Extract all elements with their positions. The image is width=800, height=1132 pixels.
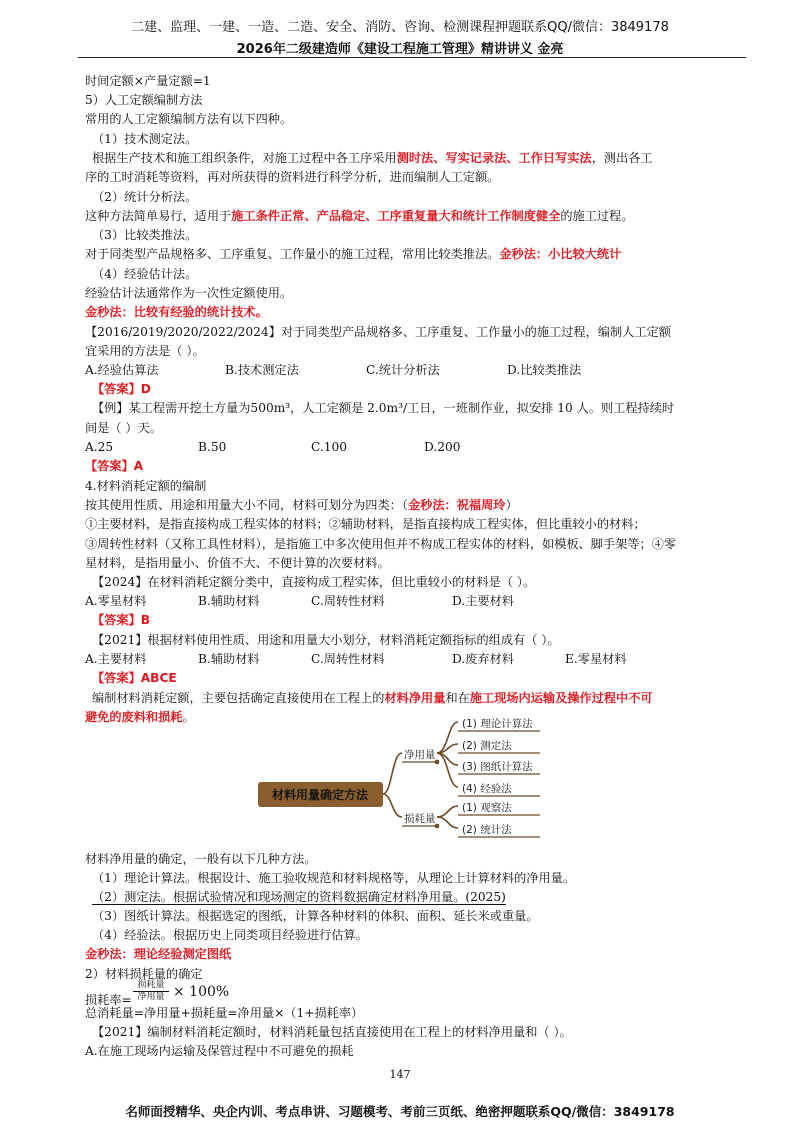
option: D.200 (424, 440, 461, 454)
option: A.25 (85, 440, 114, 454)
option: B.辅助材料 (198, 652, 260, 666)
option: C.100 (311, 440, 348, 454)
answer-label: 【答案】 (85, 459, 134, 473)
mindmap-connector (437, 817, 458, 828)
header-contact: 二建、监理、一建、一造、二造、安全、消防、咨询、检测课程押题联系QQ/微信：3849178 (131, 20, 669, 35)
page-number: 147 (389, 1068, 411, 1081)
mnemonic: 金秒法：小比较大统计 (499, 247, 622, 261)
mnemonic: 金秒法：理论经验测定图纸 (85, 947, 232, 961)
text-line: 2）材料损耗量的确定 (85, 967, 203, 981)
option: A.主要材料 (85, 652, 147, 666)
mindmap-root: 材料用量确定方法 (271, 788, 369, 802)
option: C.周转性材料 (311, 652, 385, 666)
question-text: 【2016/2019/2020/2022/2024】对于同类型产品规格多、工序重复、工作量小的施工过程，编制人工定额 (85, 325, 671, 339)
option: C.统计分析法 (366, 363, 440, 377)
header-title: 2026年二级建造师《建设工程施工管理》精讲讲义 金亮 (236, 42, 564, 57)
option: A.在施工现场内运输及保管过程中不可避免的损耗 (85, 1044, 354, 1058)
text-line (92, 889, 752, 906)
text-line: 序的工时消耗等资料，再对所获得的资料进行科学分析，进而编制人工定额。 (85, 170, 500, 184)
text-line: （4）经验估计法。 (92, 267, 198, 281)
text-span: 按其使用性质、用途和用量大小不同，材料可划分为四类：（ (85, 498, 408, 512)
highlight-text: 施工现场内运输及操作过程中不可 (469, 691, 653, 705)
option: A.零星材料 (85, 594, 147, 608)
formula-rhs: × 100% (173, 984, 230, 1000)
option: D.废弃材料 (452, 652, 514, 666)
highlight-text: 测时法、写实记录法、工作日写实法 (396, 151, 592, 165)
text-line: 总消耗量=净用量+损耗量=净用量×（1+损耗率） (85, 1006, 364, 1020)
option: E.零星材料 (565, 652, 627, 666)
option: D.主要材料 (452, 594, 514, 608)
text-span: ） (505, 498, 518, 512)
option: B.技术测定法 (225, 363, 299, 377)
text-span: 根据生产技术和施工组织条件，对施工过程中各工序采用 (92, 151, 397, 165)
question-text: 【2021】根据材料使用性质、用途和用量大小划分，材料消耗定额指标的组成有（ ）。 (92, 633, 560, 647)
question-text: 【2021】编制材料消耗定额时，材料消耗量包括直接使用在工程上的材料净用量和（ ）。 (92, 1025, 572, 1039)
mindmap-connector (437, 806, 458, 817)
option: B.辅助材料 (198, 594, 260, 608)
formula-lhs: 损耗率= (85, 993, 132, 1007)
text-line: 星材料，是指用量小、价值不大、不便计算的次要材料。 (85, 556, 390, 570)
answer-value: A (133, 459, 144, 473)
highlight-text: 施工条件正常、产品稳定、工序重复量大和统计工作制度健全 (231, 209, 561, 223)
option: D.比较类推法 (507, 363, 582, 377)
text-line: （3）比较类推法。 (92, 228, 198, 242)
fraction-denominator: 净用量 (137, 992, 165, 1002)
mindmap-branch: 损耗量 (404, 813, 436, 825)
text-span: 的施工过程。 (560, 209, 634, 223)
option: B.50 (198, 440, 227, 454)
text-line: （3）图纸计算法。根据选定的图纸，计算各种材料的体积、面积、延长米或重量。 (92, 909, 539, 923)
answer-value: ABCE (140, 671, 177, 685)
option: A.经验估算法 (85, 363, 159, 377)
question-text: 【2024】在材料消耗定额分类中，直接构成工程实体，但比重较小的材料是（ ）。 (92, 575, 536, 589)
text-line: （1）理论计算法。根据设计、施工验收规范和材料规格等，从理论上计算材料的净用量。 (92, 871, 576, 885)
mindmap-leaf: (1) 理论计算法 (462, 718, 533, 730)
answer-value: D (140, 382, 151, 396)
mindmap-branch: 净用量 (404, 749, 436, 761)
text-line: 时间定额×产量定额=1 (85, 74, 211, 88)
highlight-text: 材料净用量 (384, 691, 446, 705)
question-text: 【例】某工程需开挖土方量为500m³，人工定额是 2.0m³/工日，一班制作业，拟安排 10 人。则工程持续时 (92, 401, 675, 415)
text-line: 常用的人工定额编制方法有以下四种。 (85, 112, 293, 126)
fraction (133, 980, 169, 1003)
mindmap-connector (383, 794, 402, 817)
footer-contact: 名师面授精华、央企内训、考点串讲、习题模考、考前三页纸、绝密押题联系QQ/微信：3849178 (125, 1104, 675, 1119)
mindmap-leaf: (3) 图纸计算法 (462, 761, 533, 773)
text-span: 这种方法简单易行，适用于 (85, 209, 232, 223)
text-span: ，测出各工 (591, 151, 653, 165)
text-line: ③周转性材料（又称工具性材料），是指施工中多次使用但并不构成工程实体的材料，如模板、脚手架等；④零 (85, 537, 677, 551)
answer-label: 【答案】 (92, 382, 141, 396)
option: C.周转性材料 (311, 594, 385, 608)
text-line: （1）技术测定法。 (92, 132, 198, 146)
highlight-text: 避免的废料和损耗 (85, 710, 183, 724)
text-line: 经验估计法通常作为一次性定额使用。 (85, 286, 293, 300)
fraction-numerator: 损耗量 (133, 980, 169, 992)
mindmap-leaf: (2) 测定法 (462, 740, 512, 752)
mindmap-connector (383, 753, 402, 794)
answer-label: 【答案】 (92, 613, 141, 627)
question-text: 宜采用的方法是（ ）。 (85, 344, 205, 358)
text-span: 。 (182, 710, 195, 724)
text-line: 材料净用量的确定，一般有以下几种方法。 (85, 852, 317, 866)
text-line: （4）经验法。根据历史上同类项目经验进行估算。 (92, 928, 368, 942)
text-span: 对于同类型产品规格多、工序重复、工作量小的施工过程，常用比较类推法。 (85, 247, 500, 261)
underlined-text: （2）测定法。根据试验情况和现场测定的资料数据确定材料净用量。(2025) (92, 890, 506, 904)
text-line: （2）统计分析法。 (92, 190, 198, 204)
section-heading: 4.材料消耗定额的编制 (85, 479, 207, 493)
mnemonic: 金秒法：比较有经验的统计技术。 (85, 305, 268, 319)
text-line: 5）人工定额编制方法 (85, 93, 203, 107)
mindmap-leaf: (4) 经验法 (462, 783, 512, 795)
text-span: 和在 (445, 691, 470, 705)
text-span: 编制材料消耗定额，主要包括确定直接使用在工程上的 (92, 691, 385, 705)
mindmap-leaf: (1) 观察法 (462, 802, 512, 814)
question-text: 间是（ ）天。 (85, 421, 162, 435)
mnemonic: 金秒法：祝福周玲 (407, 498, 506, 512)
answer-label: 【答案】 (92, 671, 141, 685)
text-line: ①主要材料，是指直接构成工程实体的材料；②辅助材料，是指直接构成工程实体，但比重较小的材料； (85, 517, 646, 531)
answer-value: B (140, 613, 151, 627)
mindmap-leaf: (2) 统计法 (462, 824, 512, 836)
